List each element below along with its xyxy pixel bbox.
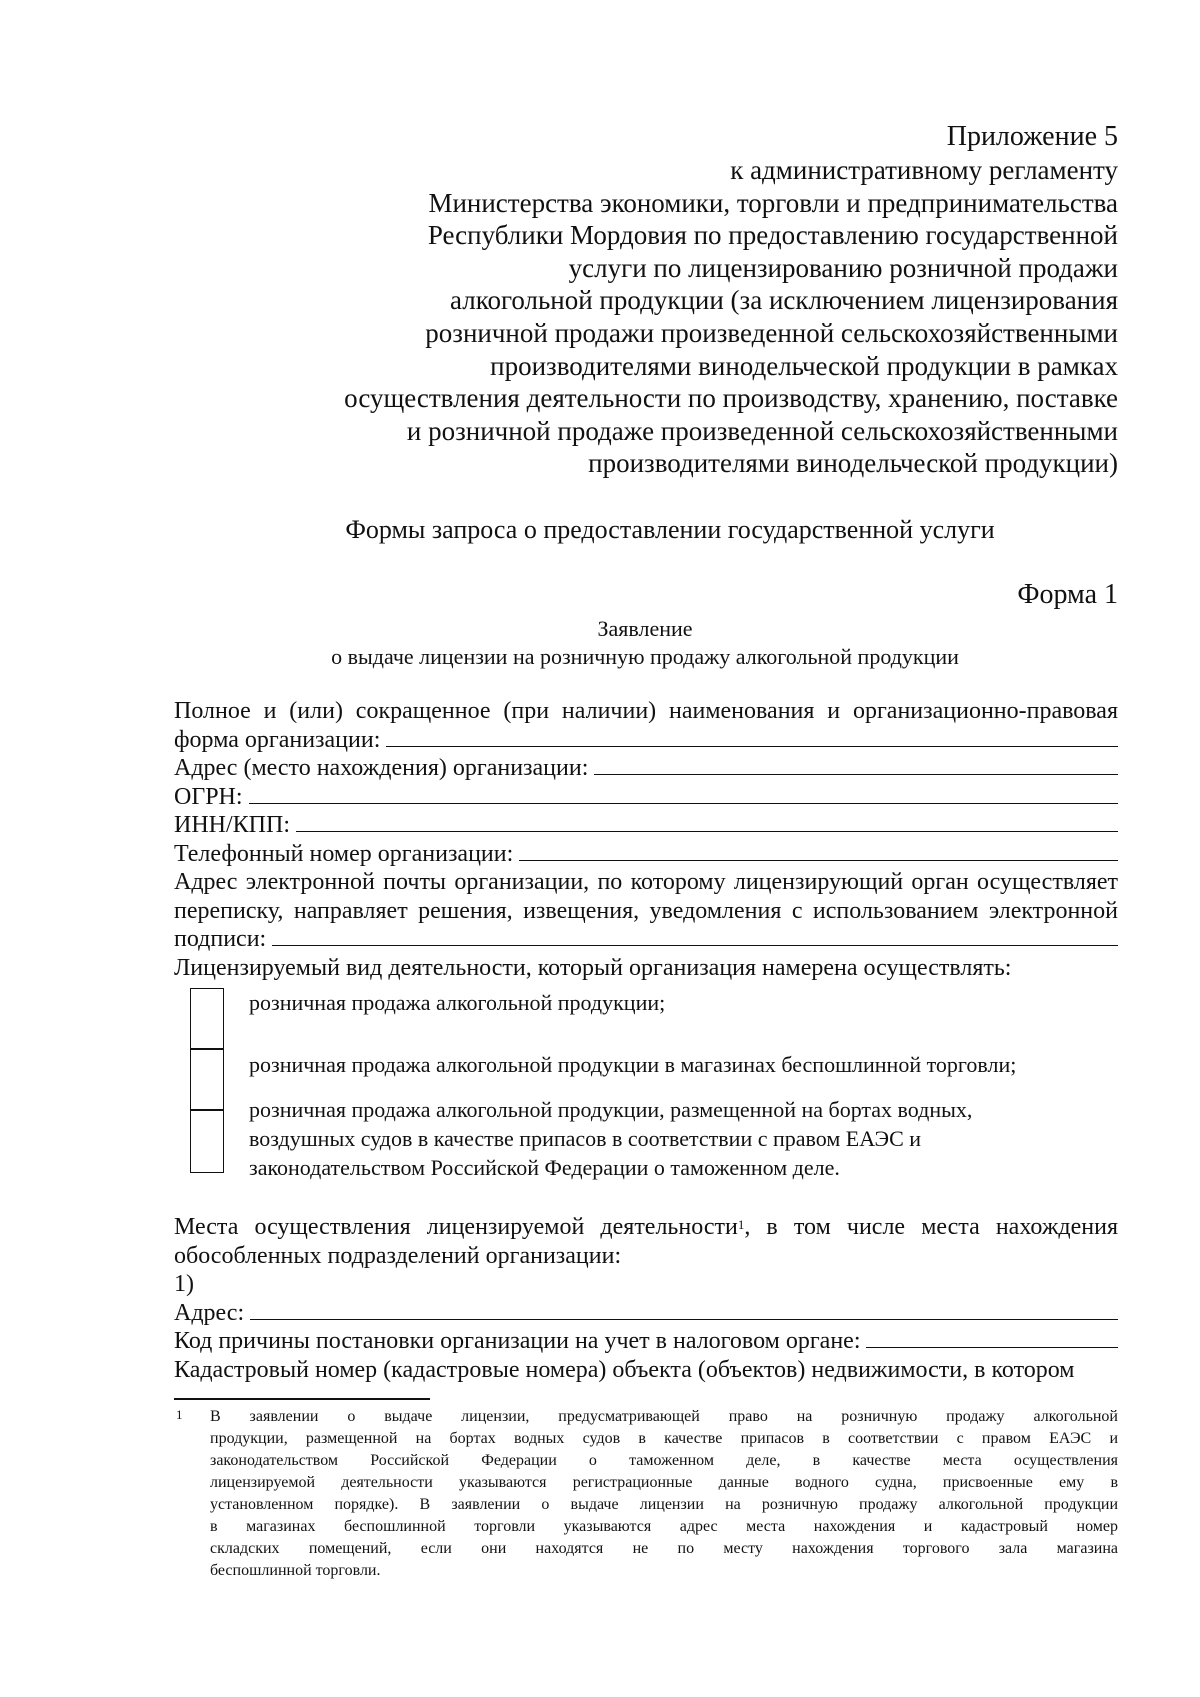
appendix-line: алкогольной продукции (за исключением лицензирования bbox=[450, 285, 1118, 316]
inn-kpp-row bbox=[174, 811, 1118, 840]
place-address-field[interactable] bbox=[250, 1299, 1118, 1320]
place-kpp-row bbox=[174, 1327, 1118, 1356]
footnote-line: лицензируемой деятельности указываются регистрационные данные водного судна, присвоенные ему в bbox=[210, 1474, 1118, 1491]
appendix-line: Республики Мордовия по предоставлению государственной bbox=[427, 220, 1118, 251]
organization-fields bbox=[174, 697, 1118, 982]
appendix-line: осуществления деятельности по производству, хранению, поставке bbox=[344, 383, 1118, 414]
email-label-line: Адрес электронной почты организации, по которому лицензирующий орган осуществляет bbox=[174, 869, 1118, 895]
inn-kpp-field[interactable] bbox=[296, 811, 1118, 832]
footnote bbox=[174, 1406, 1118, 1582]
activity-checkbox-vessels[interactable] bbox=[190, 1109, 224, 1173]
cadastral-label: Кадастровый номер (кадастровые номера) объекта (объектов) недвижимости, в котором bbox=[174, 1356, 1075, 1383]
ogrn-row bbox=[174, 783, 1118, 812]
place-kpp-label: Код причины постановки организации на учет в налоговом органе: bbox=[174, 1328, 861, 1354]
footnote-line: законодательством Российской Федерации о таможенном деле, в качестве места осуществления bbox=[210, 1452, 1118, 1469]
activity-type-label: Лицензируемый вид деятельности, который организация намерена осуществлять: bbox=[174, 954, 1012, 981]
appendix-line: розничной продажи произведенной сельскохозяйственными bbox=[425, 317, 1118, 348]
email-label: подписи: bbox=[174, 926, 267, 952]
address-label: Адрес (место нахождения) организации: bbox=[174, 755, 589, 781]
appendix-line: услуги по лицензированию розничной продажи bbox=[568, 252, 1118, 283]
activity-option-retail: розничная продажа алкогольной продукции; bbox=[249, 990, 666, 1015]
email-label-line: переписку, направляет решения, извещения, уведомления с использованием электронной bbox=[174, 897, 1118, 924]
activity-type-row bbox=[174, 954, 1118, 983]
places-heading-start: Места осуществления лицензируемой деятельности bbox=[174, 1214, 738, 1240]
appendix-line: и розничной продаже произведенной сельскохозяйственными bbox=[406, 415, 1118, 446]
place-address-row bbox=[174, 1299, 1118, 1328]
places-subheading: обособленных подразделений организации: bbox=[174, 1242, 622, 1269]
places-heading-end: , в том числе места нахождения bbox=[744, 1214, 1118, 1240]
appendix-header bbox=[260, 120, 1118, 480]
phone-row bbox=[174, 840, 1118, 869]
footnote-line: установленном порядке). В заявлении о выдаче лицензии на розничную продажу алкогольной продукции bbox=[210, 1496, 1118, 1513]
statement-heading bbox=[200, 615, 1090, 671]
forms-title: Формы запроса о предоставлении государственной услуги bbox=[345, 515, 995, 544]
activity-option-vessels bbox=[249, 1095, 972, 1182]
appendix-line: производителями винодельческой продукции в рамках bbox=[490, 350, 1118, 381]
footnote-line: в магазинах беспошлинной торговли указываются адрес места нахождения и кадастровый номер bbox=[210, 1518, 1118, 1535]
inn-kpp-label: ИНН/КПП: bbox=[174, 812, 291, 838]
place-item-row bbox=[174, 1270, 1118, 1299]
activity-option-duty-free: розничная продажа алкогольной продукции в магазинах беспошлинной торговли; bbox=[249, 1052, 1017, 1077]
ogrn-field[interactable] bbox=[249, 783, 1118, 804]
footnote-line: складских помещений, если они находятся не по месту нахождения торгового зала магазина bbox=[210, 1540, 1118, 1557]
footnote-line: продукции, размещенной на бортах водных судов в качестве припасов в соответствии с правом ЕАЭС и bbox=[210, 1430, 1118, 1447]
activity-checkbox-duty-free[interactable] bbox=[190, 1048, 224, 1111]
activity-option-line: розничная продажа алкогольной продукции, размещенной на бортах водных, bbox=[249, 1097, 973, 1122]
footnote-reference[interactable]: 1 bbox=[737, 1217, 745, 1232]
activity-option-line: законодательством Российской Федерации о таможенном деле. bbox=[249, 1155, 840, 1180]
address-field[interactable] bbox=[594, 754, 1118, 775]
place-address-label: Адрес: bbox=[174, 1299, 245, 1326]
activity-places bbox=[174, 1213, 1118, 1384]
appendix-line: Министерства экономики, торговли и предпринимательства bbox=[428, 187, 1118, 218]
cadastral-row bbox=[174, 1356, 1118, 1385]
places-subheading-row bbox=[174, 1242, 1118, 1271]
appendix-line: к административному регламенту bbox=[730, 155, 1118, 185]
org-name-label: Полное и (или) сокращенное (при наличии) наименования и организационно-правовая bbox=[174, 698, 1118, 724]
footnote-line: В заявлении о выдаче лицензии, предусматривающей право на розничную продажу алкогольной bbox=[210, 1408, 1118, 1425]
statement-subtitle: о выдаче лицензии на розничную продажу алкогольной продукции bbox=[331, 644, 959, 669]
footnote-mark: 1 bbox=[176, 1407, 183, 1422]
footnote-separator bbox=[174, 1398, 430, 1400]
statement-title: Заявление bbox=[597, 616, 693, 641]
org-name-row bbox=[174, 726, 1118, 755]
ogrn-label: ОГРН: bbox=[174, 783, 243, 810]
places-heading bbox=[174, 1213, 1118, 1242]
activity-checkbox-retail[interactable] bbox=[190, 988, 224, 1050]
form-number: Форма 1 bbox=[1017, 579, 1118, 610]
phone-field[interactable] bbox=[519, 840, 1118, 861]
appendix-line: Приложение 5 bbox=[946, 121, 1118, 152]
appendix-line: производителями винодельческой продукции) bbox=[588, 448, 1118, 479]
org-form-label: форма организации: bbox=[174, 726, 381, 753]
activity-option-line: воздушных судов в качестве припасов в соответствии с правом ЕАЭС и bbox=[249, 1126, 922, 1151]
place-item-number: 1) bbox=[174, 1271, 194, 1297]
email-field[interactable] bbox=[272, 925, 1118, 946]
org-name-field[interactable] bbox=[386, 726, 1118, 747]
address-row bbox=[174, 754, 1118, 783]
footnote-line: беспошлинной торговли. bbox=[210, 1562, 381, 1579]
place-kpp-field[interactable] bbox=[866, 1327, 1118, 1348]
footnote-text bbox=[210, 1406, 1118, 1582]
email-row bbox=[174, 925, 1118, 954]
phone-label: Телефонный номер организации: bbox=[174, 840, 514, 867]
